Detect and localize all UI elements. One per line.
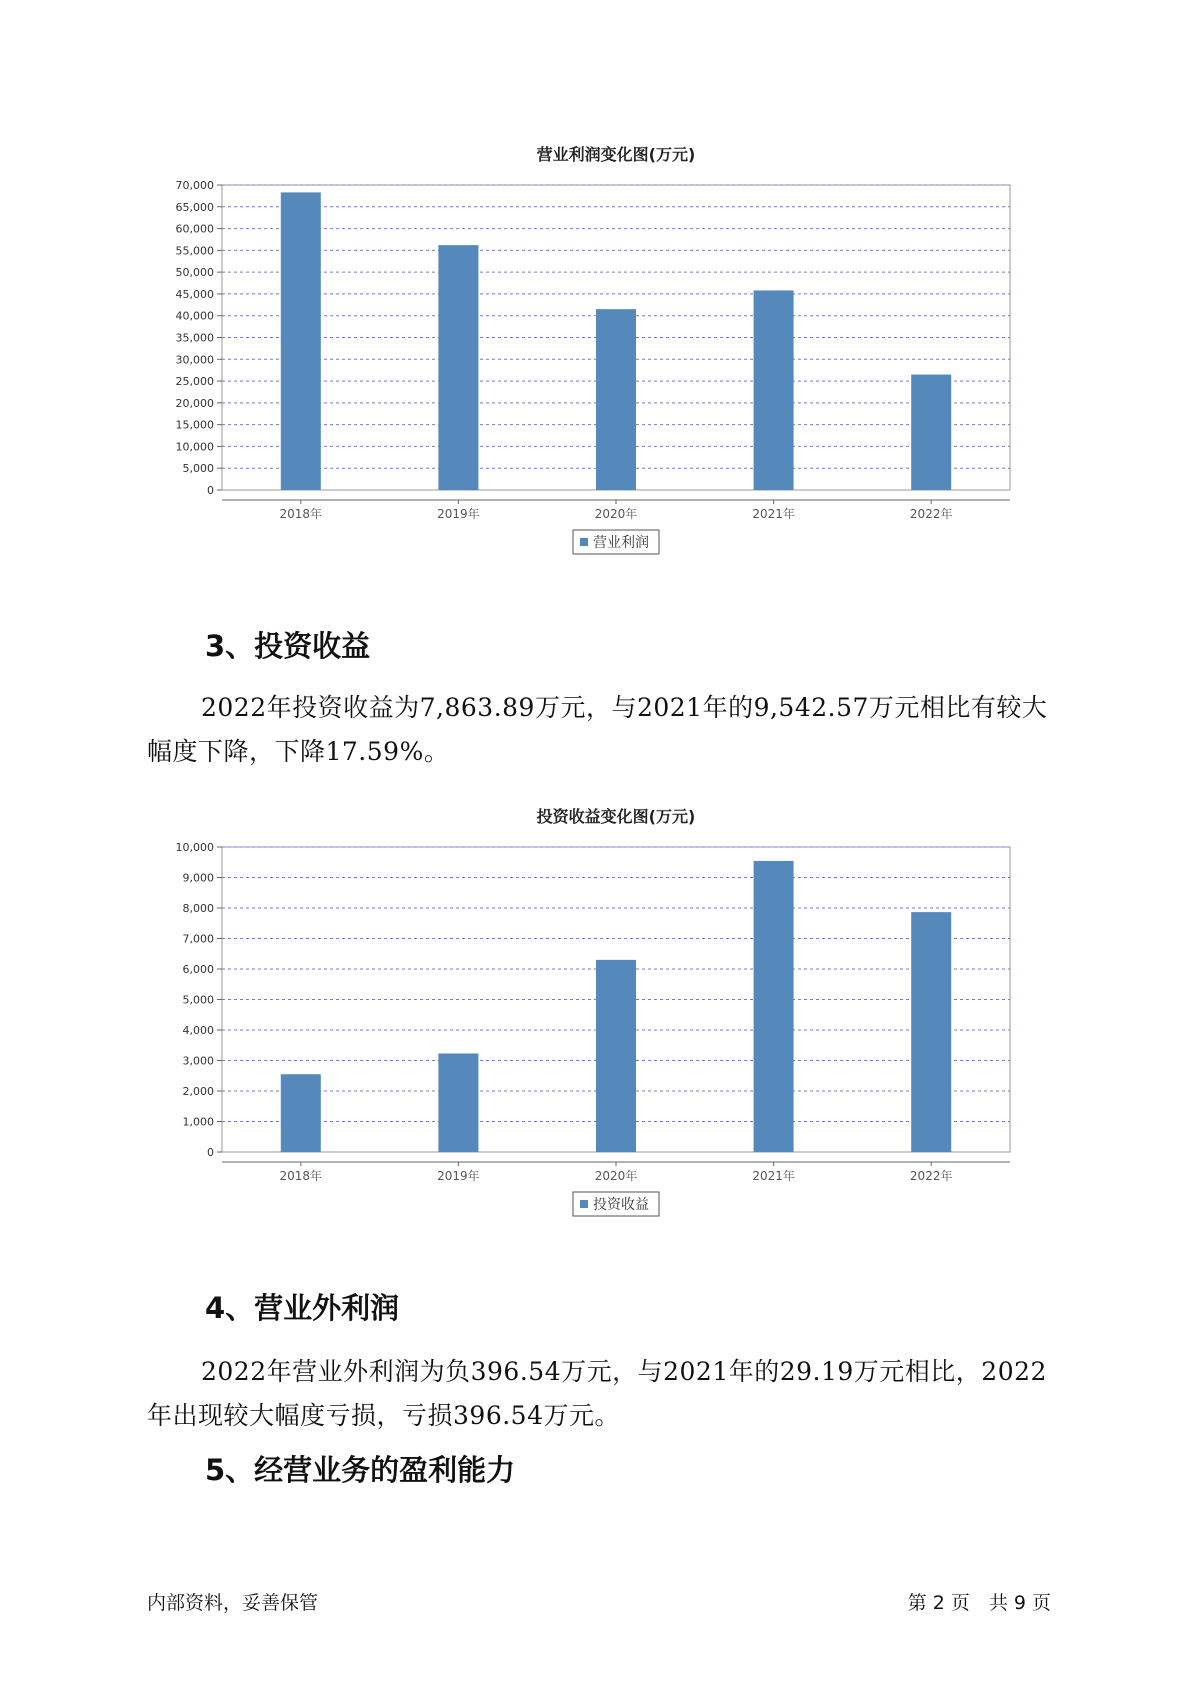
legend-swatch [580,538,588,546]
x-tick-label: 2021年 [752,507,795,521]
bar [911,375,951,490]
y-tick-label: 60,000 [175,222,214,236]
y-tick-label: 5,000 [182,462,214,476]
bar [438,245,478,490]
x-tick-label: 2019年 [437,1169,480,1183]
y-tick-label: 50,000 [175,266,214,280]
x-tick-label: 2020年 [594,507,638,521]
y-tick-label: 1,000 [182,1115,214,1129]
y-tick-label: 6,000 [182,963,214,976]
y-tick-label: 2,000 [182,1085,214,1098]
x-tick-label: 2022年 [909,507,953,521]
x-tick-label: 2019年 [437,507,480,521]
x-tick-label: 2021年 [752,1169,795,1183]
y-tick-label: 40,000 [175,309,214,323]
legend-swatch [580,1200,588,1208]
investment-income-chart-svg [150,802,1030,1252]
y-tick-label: 35,000 [175,331,214,345]
operating-ability-heading: 5、经营业务的盈利能力 [205,1453,516,1487]
operating-profit-chart [150,140,1030,590]
bar [754,861,794,1152]
y-tick-label: 9,000 [182,871,214,885]
bar [596,309,636,490]
nonop-paragraph: 2022年营业外利润为负396.54万元，与2021年的29.19万元相比，2022年出现较大幅度亏损，亏损396.54万元。 [147,1357,1047,1430]
x-tick-label: 2022年 [909,1169,953,1183]
y-tick-label: 10,000 [175,440,214,454]
legend-label: 投资收益 [593,1197,649,1213]
bar [596,960,636,1152]
bar [754,290,794,490]
bar [911,912,951,1152]
y-tick-label: 55,000 [175,244,214,258]
bar [281,192,321,490]
legend-label: 营业利润 [593,535,649,551]
y-tick-label: 0 [207,1146,214,1159]
y-tick-label: 5,000 [182,993,214,1007]
y-tick-label: 30,000 [175,353,214,367]
x-tick-label: 2018年 [279,1169,323,1183]
bar [438,1053,478,1152]
investment-paragraph: 2022年投资收益为7,863.89万元，与2021年的9,542.57万元相比有较大幅度下降，下降17.59%。 [147,693,1048,766]
footer-page-number: 第 2 页 共 9 页 [907,1592,1051,1614]
chart-title: 营业利润变化图(万元) [536,145,696,164]
y-tick-label: 3,000 [182,1054,214,1068]
nonop-heading: 4、营业外利润 [205,1291,400,1325]
y-tick-label: 65,000 [175,200,214,214]
y-tick-label: 20,000 [175,396,214,410]
investment-heading: 3、投资收益 [205,629,371,663]
footer-confidential: 内部资料，妥善保管 [147,1592,319,1614]
y-tick-label: 10,000 [175,841,214,854]
y-tick-label: 7,000 [182,932,214,946]
investment-income-chart [150,802,1030,1252]
y-tick-label: 70,000 [175,179,214,192]
y-tick-label: 45,000 [175,287,214,301]
y-tick-label: 25,000 [175,375,214,389]
operating-profit-chart-svg [150,140,1030,590]
x-tick-label: 2018年 [279,507,323,521]
y-tick-label: 4,000 [182,1024,214,1037]
bar [281,1074,321,1152]
x-tick-label: 2020年 [594,1169,638,1183]
y-tick-label: 8,000 [182,902,214,915]
y-tick-label: 0 [207,484,214,497]
y-tick-label: 15,000 [175,418,214,432]
chart-title: 投资收益变化图(万元) [536,807,696,826]
